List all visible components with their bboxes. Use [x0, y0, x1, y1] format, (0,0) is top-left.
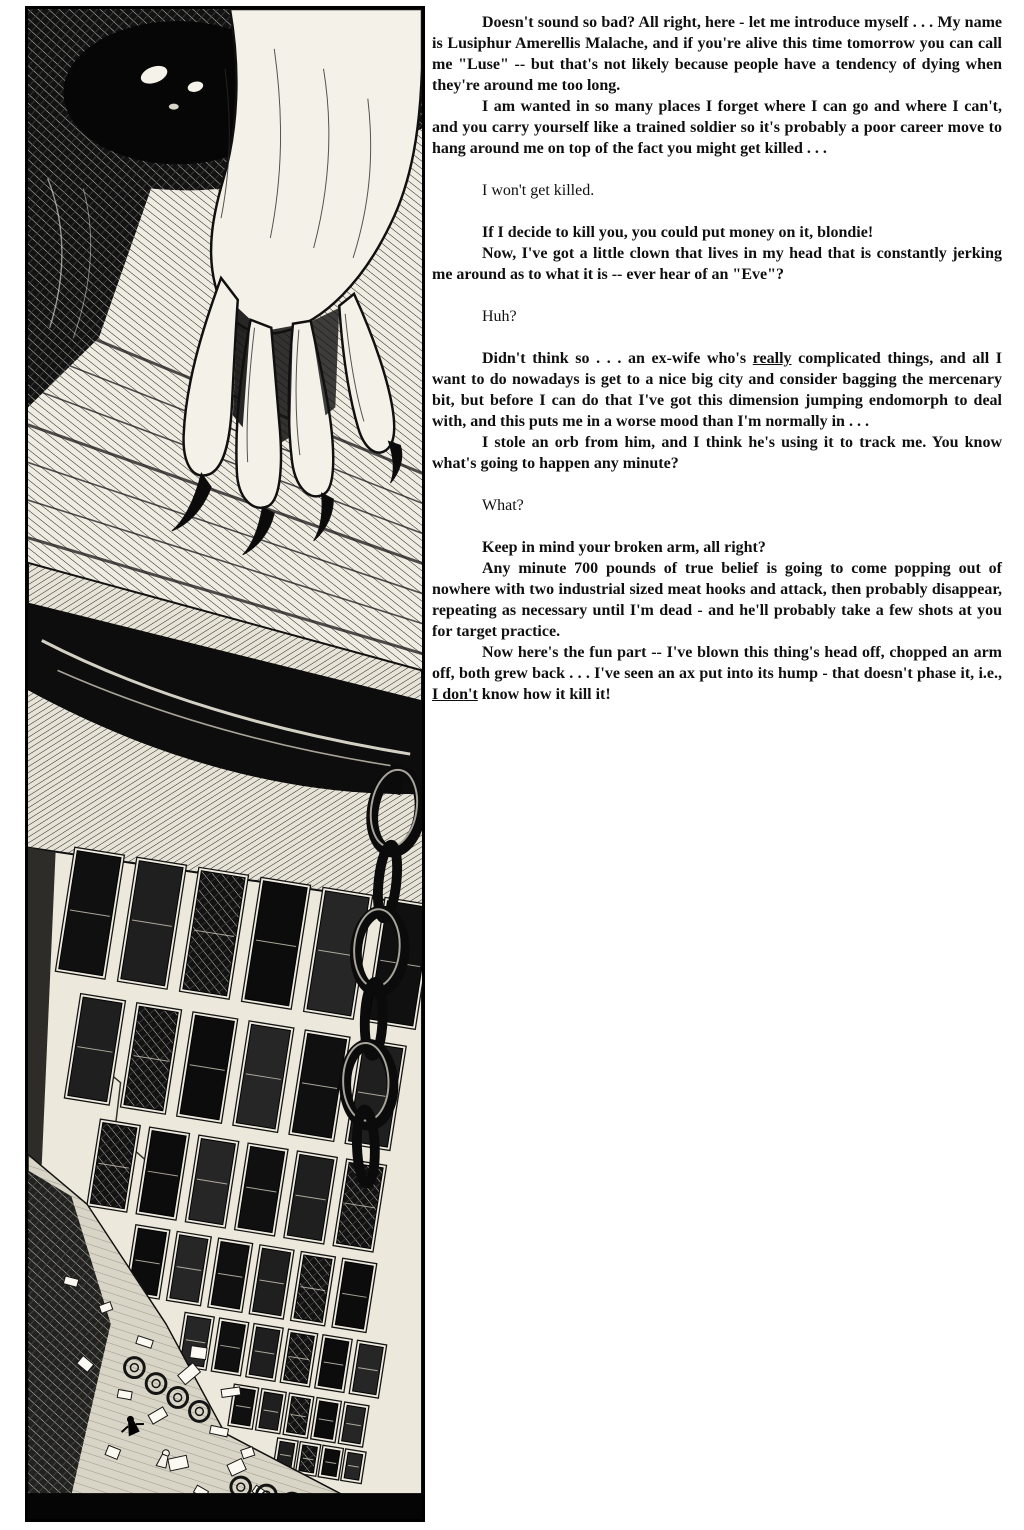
dialogue-text: Now here's the fun part -- I've blown this thing's head off, chopped an arm off, both grew back . . . I've seen an ax put into its hump - that doesn't phase it, i.e.,	[432, 644, 1002, 682]
dialogue-text: I won't get killed.	[482, 182, 595, 199]
paper-scrap	[117, 1390, 132, 1400]
dialogue-paragraph	[432, 243, 1002, 285]
dialogue-text: I stole an orb from him, and I think he's using it to track me. You know what's going to happen any minute?	[432, 434, 1002, 472]
dialogue-paragraph	[432, 642, 1002, 705]
dialogue-paragraph	[432, 306, 1002, 327]
dialogue-paragraph	[432, 558, 1002, 642]
dialogue-paragraph	[432, 537, 1002, 558]
dialogue-text: Keep in mind your broken arm, all right?	[482, 539, 766, 556]
dialogue-text: Any minute 700 pounds of true belief is going to come popping out of nowhere with two industrial sized meat hooks and attack, then probably disappear, repeating as necessary until I'm dead - and he'll probably take a few shots at you for target practice.	[432, 560, 1002, 640]
underlined-text: really	[752, 350, 792, 367]
dialogue-text: Now, I've got a little clown that lives in my head that is constantly jerking me around as to what it is -- ever hear of an "Eve"?	[432, 245, 1002, 283]
dialogue-block	[432, 12, 1002, 159]
dialogue-paragraph	[432, 495, 1002, 516]
dialogue-block	[432, 537, 1002, 705]
comic-art-panel	[25, 6, 425, 1522]
dialogue-paragraph	[432, 12, 1002, 96]
dialogue-paragraph	[432, 96, 1002, 159]
dialogue-column	[432, 12, 1002, 726]
dialogue-block	[432, 180, 1002, 201]
dialogue-text: If I decide to kill you, you could put money on it, blondie!	[482, 224, 874, 241]
dialogue-block	[432, 306, 1002, 327]
dialogue-text: know how it kill it!	[477, 686, 611, 703]
dialogue-text: Doesn't sound so bad? All right, here - let me introduce myself . . . My name is Lusiphur Amerellis Malache, and if you're alive this time tomorrow you can call me "Luse" -- but that's not likely because people have a tendency of dying when they're around me too long.	[432, 14, 1002, 94]
dialogue-text: complicated things, and all I want to do nowadays is get to a nice big city and consider bagging the mercenary bit, but before I can do that I've got this dimension jumping endomorph to deal with, and this puts me in a worse mood than I'm normally in . . .	[432, 350, 1003, 430]
comic-art	[28, 9, 422, 1519]
dialogue-paragraph	[432, 180, 1002, 201]
bottom-black-bar	[28, 1493, 422, 1519]
dialogue-block	[432, 348, 1002, 474]
dialogue-text: Didn't think so . . . an ex-wife who's	[482, 350, 753, 367]
dialogue-text: Huh?	[482, 308, 517, 325]
dialogue-block	[432, 495, 1002, 516]
dialogue-paragraph	[432, 348, 1002, 432]
dialogue-paragraph	[432, 432, 1002, 474]
dialogue-text: I am wanted in so many places I forget where I can go and where I can't, and you carry yourself like a trained soldier so it's probably a poor career move to hang around me on top of the fact you might get killed . . .	[432, 98, 1002, 157]
underlined-text: I don't	[432, 686, 478, 703]
dialogue-text: What?	[482, 497, 524, 514]
artwork-description	[0, 0, 1, 1]
dialogue-block	[432, 222, 1002, 285]
paper-scrap	[190, 1346, 207, 1360]
dialogue-paragraph	[432, 222, 1002, 243]
